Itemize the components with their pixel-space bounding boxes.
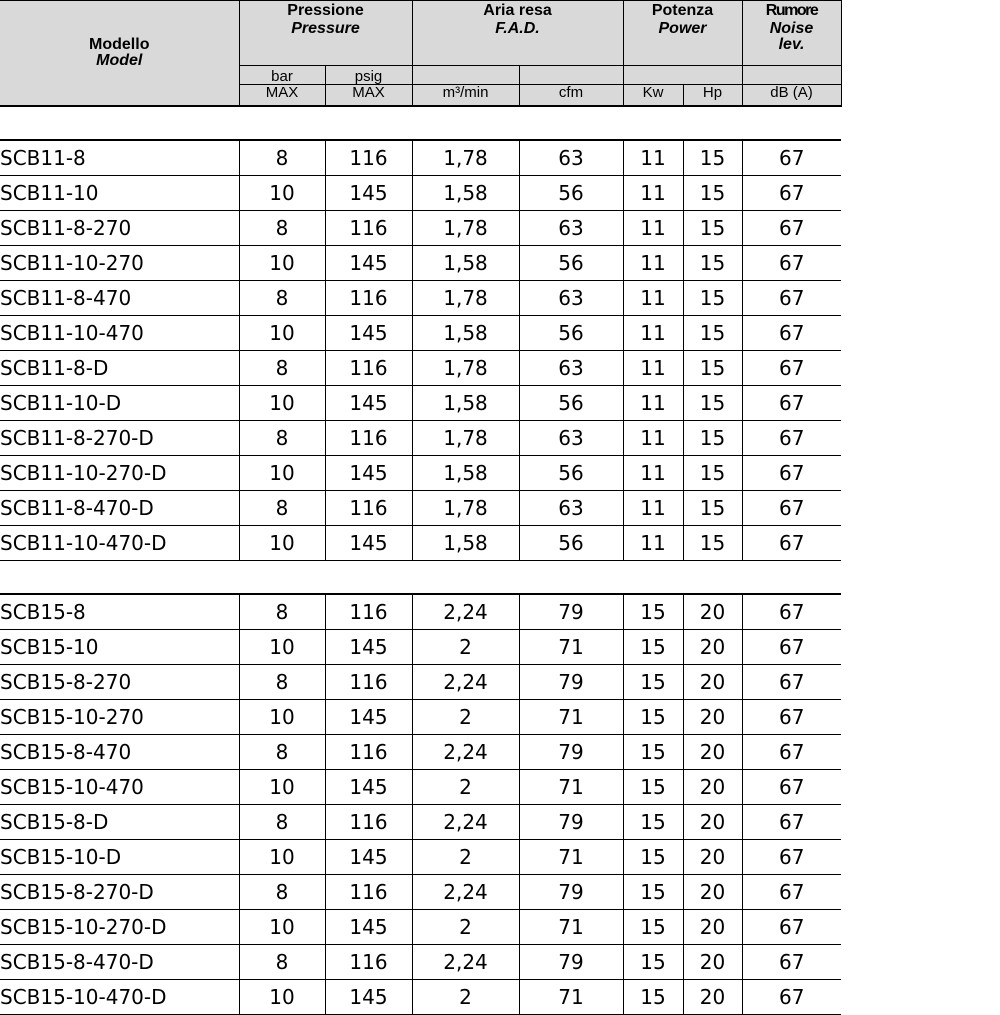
bar-cell: 10 bbox=[239, 456, 325, 491]
m3min-cell: 1,58 bbox=[412, 316, 519, 351]
m3min-cell: 1,58 bbox=[412, 526, 519, 561]
kw-cell: 15 bbox=[623, 700, 683, 735]
bar-cell: 8 bbox=[239, 351, 325, 386]
bar-cell: 10 bbox=[239, 980, 325, 1015]
db-cell: 67 bbox=[742, 211, 841, 246]
group-spacer-2 bbox=[0, 561, 841, 595]
m3min-cell: 1,78 bbox=[412, 491, 519, 526]
bar-cell: 10 bbox=[239, 246, 325, 281]
psig-cell: 145 bbox=[325, 386, 412, 421]
m3min-cell: 2 bbox=[412, 840, 519, 875]
table-row bbox=[0, 980, 841, 1015]
model-cell: SCB11-10-270 bbox=[0, 246, 239, 281]
header-row-1 bbox=[0, 1, 841, 22]
kw-cell: 15 bbox=[623, 735, 683, 770]
hp-cell: 20 bbox=[683, 700, 742, 735]
bar-cell: 10 bbox=[239, 526, 325, 561]
table-row bbox=[0, 700, 841, 735]
m3min-cell: 1,78 bbox=[412, 351, 519, 386]
model-cell: SCB11-8-270 bbox=[0, 211, 239, 246]
db-cell: 67 bbox=[742, 805, 841, 840]
unit-blank-4 bbox=[742, 66, 841, 85]
table-row bbox=[0, 630, 841, 665]
db-cell: 67 bbox=[742, 594, 841, 630]
model-cell: SCB15-10-470 bbox=[0, 770, 239, 805]
hp-cell: 15 bbox=[683, 456, 742, 491]
m3min-cell: 2 bbox=[412, 630, 519, 665]
unit-blank-3 bbox=[623, 66, 742, 85]
kw-cell: 11 bbox=[623, 351, 683, 386]
kw-cell: 11 bbox=[623, 456, 683, 491]
hp-cell: 20 bbox=[683, 630, 742, 665]
kw-cell: 11 bbox=[623, 281, 683, 316]
unit-db: dB (A) bbox=[742, 85, 841, 107]
cfm-cell: 79 bbox=[519, 735, 623, 770]
psig-cell: 145 bbox=[325, 630, 412, 665]
psig-cell: 145 bbox=[325, 840, 412, 875]
kw-cell: 11 bbox=[623, 526, 683, 561]
hp-cell: 15 bbox=[683, 386, 742, 421]
cfm-cell: 56 bbox=[519, 456, 623, 491]
psig-cell: 145 bbox=[325, 316, 412, 351]
db-cell: 67 bbox=[742, 316, 841, 351]
db-cell: 67 bbox=[742, 980, 841, 1015]
cfm-cell: 56 bbox=[519, 316, 623, 351]
hp-cell: 20 bbox=[683, 980, 742, 1015]
model-cell: SCB11-8-270-D bbox=[0, 421, 239, 456]
cfm-cell: 79 bbox=[519, 945, 623, 980]
model-cell: SCB15-10-D bbox=[0, 840, 239, 875]
model-cell: SCB11-10-470 bbox=[0, 316, 239, 351]
model-cell: SCB15-8 bbox=[0, 594, 239, 630]
kw-cell: 15 bbox=[623, 910, 683, 945]
unit-kw: Kw bbox=[623, 85, 683, 107]
bar-cell: 8 bbox=[239, 211, 325, 246]
bar-cell: 8 bbox=[239, 281, 325, 316]
bar-cell: 8 bbox=[239, 594, 325, 630]
m3min-cell: 1,58 bbox=[412, 246, 519, 281]
hp-cell: 15 bbox=[683, 421, 742, 456]
kw-cell: 15 bbox=[623, 980, 683, 1015]
table-row bbox=[0, 140, 841, 176]
table-row bbox=[0, 421, 841, 456]
cfm-cell: 71 bbox=[519, 630, 623, 665]
unit-psig: psig bbox=[325, 66, 412, 85]
cfm-cell: 79 bbox=[519, 805, 623, 840]
db-cell: 67 bbox=[742, 945, 841, 980]
hp-cell: 20 bbox=[683, 594, 742, 630]
psig-cell: 116 bbox=[325, 875, 412, 910]
m3min-cell: 1,78 bbox=[412, 421, 519, 456]
unit-blank-2 bbox=[519, 66, 623, 85]
hp-cell: 20 bbox=[683, 840, 742, 875]
psig-cell: 116 bbox=[325, 351, 412, 386]
db-cell: 67 bbox=[742, 630, 841, 665]
noise-header-en-1: Noise bbox=[769, 20, 814, 37]
kw-cell: 11 bbox=[623, 386, 683, 421]
unit-m3min: m³/min bbox=[412, 85, 519, 107]
bar-cell: 10 bbox=[239, 386, 325, 421]
kw-cell: 11 bbox=[623, 140, 683, 176]
unit-bar: bar bbox=[239, 66, 325, 85]
cfm-cell: 63 bbox=[519, 421, 623, 456]
psig-cell: 145 bbox=[325, 700, 412, 735]
kw-cell: 11 bbox=[623, 421, 683, 456]
bar-cell: 10 bbox=[239, 910, 325, 945]
model-header-it: Modello bbox=[89, 36, 150, 53]
m3min-cell: 2,24 bbox=[412, 875, 519, 910]
pressure-header-en: Pressure bbox=[239, 21, 412, 66]
bar-cell: 8 bbox=[239, 140, 325, 176]
fad-header-it: Aria resa bbox=[412, 1, 623, 22]
bar-cell: 8 bbox=[239, 875, 325, 910]
model-cell: SCB15-8-270 bbox=[0, 665, 239, 700]
psig-cell: 145 bbox=[325, 176, 412, 211]
db-cell: 67 bbox=[742, 665, 841, 700]
m3min-cell: 2,24 bbox=[412, 594, 519, 630]
table-row bbox=[0, 316, 841, 351]
db-cell: 67 bbox=[742, 700, 841, 735]
kw-cell: 15 bbox=[623, 770, 683, 805]
db-cell: 67 bbox=[742, 246, 841, 281]
bar-cell: 10 bbox=[239, 316, 325, 351]
hp-cell: 20 bbox=[683, 805, 742, 840]
model-header-en: Model bbox=[96, 52, 143, 69]
model-cell: SCB15-8-D bbox=[0, 805, 239, 840]
psig-cell: 116 bbox=[325, 281, 412, 316]
kw-cell: 11 bbox=[623, 176, 683, 211]
psig-cell: 116 bbox=[325, 594, 412, 630]
kw-cell: 15 bbox=[623, 630, 683, 665]
model-cell: SCB15-10-470-D bbox=[0, 980, 239, 1015]
unit-bar-max: MAX bbox=[239, 85, 325, 107]
kw-cell: 11 bbox=[623, 491, 683, 526]
bar-cell: 8 bbox=[239, 805, 325, 840]
unit-blank-1 bbox=[412, 66, 519, 85]
db-cell: 67 bbox=[742, 840, 841, 875]
model-cell: SCB11-8 bbox=[0, 140, 239, 176]
hp-cell: 20 bbox=[683, 875, 742, 910]
psig-cell: 116 bbox=[325, 735, 412, 770]
kw-cell: 15 bbox=[623, 665, 683, 700]
psig-cell: 145 bbox=[325, 526, 412, 561]
psig-cell: 116 bbox=[325, 945, 412, 980]
hp-cell: 15 bbox=[683, 491, 742, 526]
table-row bbox=[0, 281, 841, 316]
hp-cell: 15 bbox=[683, 351, 742, 386]
cfm-cell: 63 bbox=[519, 281, 623, 316]
hp-cell: 15 bbox=[683, 176, 742, 211]
db-cell: 67 bbox=[742, 176, 841, 211]
model-cell: SCB15-8-470 bbox=[0, 735, 239, 770]
bar-cell: 10 bbox=[239, 176, 325, 211]
psig-cell: 145 bbox=[325, 910, 412, 945]
bar-cell: 10 bbox=[239, 770, 325, 805]
table-row bbox=[0, 526, 841, 561]
table-row bbox=[0, 945, 841, 980]
psig-cell: 145 bbox=[325, 246, 412, 281]
db-cell: 67 bbox=[742, 281, 841, 316]
table-row bbox=[0, 456, 841, 491]
table-row bbox=[0, 770, 841, 805]
cfm-cell: 71 bbox=[519, 910, 623, 945]
bar-cell: 10 bbox=[239, 630, 325, 665]
m3min-cell: 1,58 bbox=[412, 456, 519, 491]
cfm-cell: 63 bbox=[519, 140, 623, 176]
cfm-cell: 79 bbox=[519, 875, 623, 910]
m3min-cell: 2 bbox=[412, 700, 519, 735]
model-cell: SCB15-8-270-D bbox=[0, 875, 239, 910]
bar-cell: 8 bbox=[239, 665, 325, 700]
kw-cell: 15 bbox=[623, 840, 683, 875]
model-header bbox=[0, 1, 239, 107]
m3min-cell: 2,24 bbox=[412, 805, 519, 840]
db-cell: 67 bbox=[742, 351, 841, 386]
cfm-cell: 71 bbox=[519, 980, 623, 1015]
hp-cell: 15 bbox=[683, 211, 742, 246]
model-cell: SCB11-10-270-D bbox=[0, 456, 239, 491]
power-header-it: Potenza bbox=[623, 1, 742, 22]
table-row bbox=[0, 351, 841, 386]
table-row bbox=[0, 910, 841, 945]
table-row bbox=[0, 211, 841, 246]
unit-hp: Hp bbox=[683, 85, 742, 107]
noise-header-en bbox=[742, 21, 841, 66]
kw-cell: 15 bbox=[623, 805, 683, 840]
hp-cell: 15 bbox=[683, 140, 742, 176]
model-cell: SCB11-10 bbox=[0, 176, 239, 211]
table-row bbox=[0, 386, 841, 421]
table-row bbox=[0, 176, 841, 211]
m3min-cell: 2 bbox=[412, 910, 519, 945]
cfm-cell: 71 bbox=[519, 840, 623, 875]
db-cell: 67 bbox=[742, 491, 841, 526]
cfm-cell: 71 bbox=[519, 770, 623, 805]
kw-cell: 15 bbox=[623, 945, 683, 980]
unit-psig-max: MAX bbox=[325, 85, 412, 107]
db-cell: 67 bbox=[742, 770, 841, 805]
hp-cell: 20 bbox=[683, 945, 742, 980]
db-cell: 67 bbox=[742, 910, 841, 945]
m3min-cell: 2 bbox=[412, 770, 519, 805]
hp-cell: 20 bbox=[683, 735, 742, 770]
bar-cell: 8 bbox=[239, 945, 325, 980]
m3min-cell: 2,24 bbox=[412, 665, 519, 700]
cfm-cell: 56 bbox=[519, 246, 623, 281]
cfm-cell: 63 bbox=[519, 211, 623, 246]
fad-header-en: F.A.D. bbox=[412, 21, 623, 66]
kw-cell: 11 bbox=[623, 246, 683, 281]
cfm-cell: 63 bbox=[519, 351, 623, 386]
hp-cell: 20 bbox=[683, 665, 742, 700]
group-spacer-1 bbox=[0, 106, 841, 140]
db-cell: 67 bbox=[742, 421, 841, 456]
db-cell: 67 bbox=[742, 735, 841, 770]
hp-cell: 20 bbox=[683, 910, 742, 945]
db-cell: 67 bbox=[742, 140, 841, 176]
m3min-cell: 2 bbox=[412, 980, 519, 1015]
psig-cell: 116 bbox=[325, 805, 412, 840]
kw-cell: 11 bbox=[623, 211, 683, 246]
table-row bbox=[0, 246, 841, 281]
cfm-cell: 56 bbox=[519, 386, 623, 421]
kw-cell: 11 bbox=[623, 316, 683, 351]
table-row bbox=[0, 594, 841, 630]
model-cell: SCB15-8-470-D bbox=[0, 945, 239, 980]
psig-cell: 116 bbox=[325, 140, 412, 176]
model-cell: SCB11-10-D bbox=[0, 386, 239, 421]
m3min-cell: 2,24 bbox=[412, 945, 519, 980]
bar-cell: 8 bbox=[239, 421, 325, 456]
model-cell: SCB15-10-270 bbox=[0, 700, 239, 735]
noise-header-it: Rumore bbox=[742, 1, 841, 22]
db-cell: 67 bbox=[742, 386, 841, 421]
unit-cfm: cfm bbox=[519, 85, 623, 107]
model-cell: SCB15-10 bbox=[0, 630, 239, 665]
bar-cell: 10 bbox=[239, 700, 325, 735]
m3min-cell: 1,58 bbox=[412, 386, 519, 421]
table-row bbox=[0, 665, 841, 700]
psig-cell: 116 bbox=[325, 665, 412, 700]
pressure-header-it: Pressione bbox=[239, 1, 412, 22]
cfm-cell: 79 bbox=[519, 594, 623, 630]
hp-cell: 15 bbox=[683, 281, 742, 316]
hp-cell: 15 bbox=[683, 316, 742, 351]
m3min-cell: 1,78 bbox=[412, 281, 519, 316]
psig-cell: 116 bbox=[325, 421, 412, 456]
cfm-cell: 56 bbox=[519, 176, 623, 211]
db-cell: 67 bbox=[742, 875, 841, 910]
db-cell: 67 bbox=[742, 456, 841, 491]
noise-header-en-2: lev. bbox=[778, 36, 805, 53]
bar-cell: 8 bbox=[239, 491, 325, 526]
kw-cell: 15 bbox=[623, 875, 683, 910]
table-row bbox=[0, 875, 841, 910]
model-cell: SCB11-8-470 bbox=[0, 281, 239, 316]
cfm-cell: 71 bbox=[519, 700, 623, 735]
m3min-cell: 1,58 bbox=[412, 176, 519, 211]
model-cell: SCB11-8-470-D bbox=[0, 491, 239, 526]
cfm-cell: 63 bbox=[519, 491, 623, 526]
hp-cell: 15 bbox=[683, 246, 742, 281]
power-header-en: Power bbox=[623, 21, 742, 66]
table-row bbox=[0, 735, 841, 770]
m3min-cell: 1,78 bbox=[412, 140, 519, 176]
m3min-cell: 1,78 bbox=[412, 211, 519, 246]
kw-cell: 15 bbox=[623, 594, 683, 630]
cfm-cell: 56 bbox=[519, 526, 623, 561]
table-row bbox=[0, 805, 841, 840]
model-cell: SCB11-8-D bbox=[0, 351, 239, 386]
m3min-cell: 2,24 bbox=[412, 735, 519, 770]
model-cell: SCB11-10-470-D bbox=[0, 526, 239, 561]
cfm-cell: 79 bbox=[519, 665, 623, 700]
psig-cell: 145 bbox=[325, 770, 412, 805]
hp-cell: 20 bbox=[683, 770, 742, 805]
model-cell: SCB15-10-270-D bbox=[0, 910, 239, 945]
psig-cell: 145 bbox=[325, 980, 412, 1015]
psig-cell: 116 bbox=[325, 211, 412, 246]
table-row bbox=[0, 840, 841, 875]
psig-cell: 145 bbox=[325, 456, 412, 491]
table-row bbox=[0, 491, 841, 526]
psig-cell: 116 bbox=[325, 491, 412, 526]
db-cell: 67 bbox=[742, 526, 841, 561]
hp-cell: 15 bbox=[683, 526, 742, 561]
bar-cell: 10 bbox=[239, 840, 325, 875]
bar-cell: 8 bbox=[239, 735, 325, 770]
